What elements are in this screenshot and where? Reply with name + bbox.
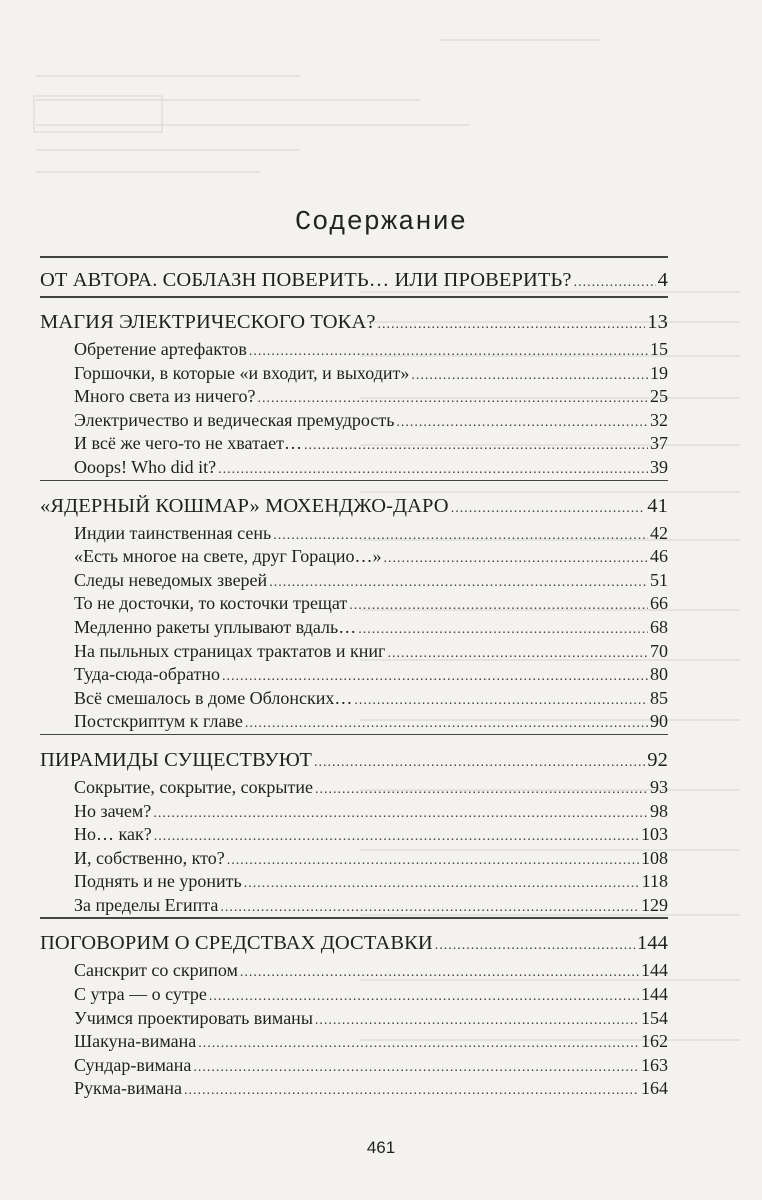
dot-leader [245, 712, 648, 736]
toc-section-entry [40, 456, 668, 480]
toc-entry-page: 162 [641, 1031, 668, 1052]
chapter-separator [40, 917, 668, 927]
toc-entry-page: 144 [641, 960, 668, 981]
toc-section-entry [40, 823, 668, 847]
toc-entry-title: На пыльных страницах трактатов и книг [74, 640, 386, 661]
chapter-separator [40, 480, 668, 490]
toc-chapter-entry [40, 490, 668, 522]
toc-section-entry [40, 338, 668, 362]
separator-rule [40, 256, 668, 258]
toc-entry-title: Рукма-вимана [74, 1078, 183, 1099]
toc-section-entry [40, 432, 668, 456]
toc-entry-title: Поднять и не уронить [74, 871, 242, 892]
toc-entry-title: ОТ АВТОРА. СОБЛАЗН ПОВЕРИТЬ… ИЛИ ПРОВЕРИТЬ? [40, 269, 572, 291]
dot-leader [383, 547, 648, 571]
toc-entry-title: Ooops! Who did it? [74, 456, 217, 477]
toc-section-entry [40, 894, 668, 918]
dot-leader [154, 825, 639, 849]
toc-section-entry [40, 640, 668, 664]
dot-leader [315, 1009, 639, 1033]
toc-entry-title: То не досточки, то косточки трещат [74, 593, 348, 614]
toc-entry-page: 92 [647, 748, 668, 771]
toc-section-entry [40, 1030, 668, 1054]
dot-leader [249, 340, 648, 364]
dot-leader [574, 267, 656, 299]
dot-leader [227, 849, 639, 873]
toc-entry-page: 66 [650, 593, 668, 614]
toc-entry-page: 4 [657, 269, 668, 291]
dot-leader [354, 689, 648, 713]
toc-entry-page: 46 [650, 546, 668, 567]
dot-leader [269, 571, 648, 595]
toc-entry-title: ПОГОВОРИМ О СРЕДСТВАХ ДОСТАВКИ [40, 932, 433, 955]
toc-section-entry [40, 569, 668, 593]
toc-chapter-entry [40, 306, 668, 338]
toc-entry-title: Медленно ракеты уплывают вдаль… [74, 616, 357, 637]
toc-entry-page: 15 [650, 339, 668, 359]
toc-entry-page: 98 [650, 800, 668, 821]
toc-entry-title: Индии таинственная сень [74, 522, 272, 543]
page-number: 461 [366, 1138, 396, 1157]
toc-entry-page: 68 [650, 616, 668, 637]
dot-leader [240, 961, 639, 985]
toc-entry-title: Сундар-вимана [74, 1054, 192, 1075]
toc-entry-page: 103 [641, 824, 668, 845]
toc-entry-title: И всё же чего-то не хватает… [74, 433, 302, 454]
toc-section-entry [40, 847, 668, 871]
toc-section-entry [40, 663, 668, 687]
toc-entry-page: 25 [650, 386, 668, 407]
chapter-separator [40, 296, 668, 306]
toc-entry-title: Постскриптум к главе [74, 711, 243, 732]
separator-rule [40, 917, 668, 919]
toc-entry-title: Много света из ничего? [74, 386, 256, 407]
toc-section-entry [40, 545, 668, 569]
dot-leader [258, 387, 649, 411]
toc-section-entry [40, 687, 668, 711]
toc-title: Содержание [294, 208, 468, 238]
toc-entry-page: 42 [650, 522, 668, 543]
toc-chapter-entry [40, 927, 668, 959]
toc-entry-title: «ЯДЕРНЫЙ КОШМАР» МОХЕНДЖО-ДАРО [40, 494, 449, 517]
separator-rule [40, 296, 668, 298]
toc-section-entry [40, 522, 668, 546]
toc-entry-title: Туда-сюда-обратно [74, 664, 220, 685]
toc-entry-page: 80 [650, 664, 668, 685]
toc-chapter-entry [40, 744, 668, 776]
toc-section-entry [40, 959, 668, 983]
dot-leader [153, 802, 648, 826]
toc-section-entry [40, 870, 668, 894]
toc-entry-title: Следы неведомых зверей [74, 569, 268, 590]
toc-entry-title: Всё смешалось в доме Облонских… [74, 687, 353, 708]
toc-entry-title: «Есть многое на свете, друг Горацио…» [74, 546, 382, 567]
toc-entry-page: 144 [636, 932, 668, 955]
toc-section-entry [40, 1077, 668, 1101]
toc-entry-title: Санскрит со скрипом [74, 960, 238, 981]
dot-leader [349, 594, 648, 618]
toc-entry-page: 13 [647, 311, 668, 333]
dot-leader [387, 642, 648, 666]
toc-chapter-entry [40, 264, 668, 296]
toc-entry-title: Обретение артефактов [74, 339, 247, 359]
toc-entry-title: МАГИЯ ЭЛЕКТРИЧЕСКОГО ТОКА? [40, 311, 376, 333]
toc-section-entry [40, 800, 668, 824]
dot-leader [378, 309, 646, 341]
toc-entry-page: 37 [650, 433, 668, 454]
dot-leader [209, 985, 639, 1009]
toc-entry-page: 129 [641, 894, 668, 915]
toc-entry-title: Но… как? [74, 824, 152, 845]
toc-entry-page: 70 [650, 640, 668, 661]
toc-entry-page: 41 [647, 494, 668, 517]
toc-entry-page: 32 [650, 409, 668, 430]
dot-leader [222, 665, 648, 689]
toc-entry-title: И, собственно, кто? [74, 847, 225, 868]
toc-entry-title: Учимся проектировать виманы [74, 1007, 313, 1028]
table-of-contents [40, 256, 668, 1101]
toc-entry-title: Горшочки, в которые «и входит, и выходит» [74, 362, 410, 383]
toc-section-entry [40, 983, 668, 1007]
dot-leader [304, 434, 648, 458]
toc-section-entry [40, 710, 668, 734]
dot-leader [396, 411, 648, 435]
toc-entry-page: 90 [650, 711, 668, 732]
toc-entry-page: 163 [641, 1054, 668, 1075]
dot-leader [315, 778, 648, 802]
toc-entry-page: 154 [641, 1007, 668, 1028]
toc-section-entry [40, 616, 668, 640]
dot-leader [273, 524, 648, 548]
toc-entry-title: С утра — о сутре [74, 984, 207, 1005]
toc-entry-page: 51 [650, 569, 668, 590]
toc-entry-page: 144 [641, 984, 668, 1005]
toc-entry-title: ПИРАМИДЫ СУЩЕСТВУЮТ [40, 748, 313, 771]
toc-entry-page: 85 [650, 687, 668, 708]
dot-leader [184, 1079, 639, 1103]
dot-leader [314, 747, 645, 779]
toc-entry-page: 164 [641, 1078, 668, 1099]
dot-leader [358, 618, 648, 642]
toc-section-entry [40, 1007, 668, 1031]
chapter-separator [40, 734, 668, 744]
toc-entry-title: Но зачем? [74, 800, 152, 821]
toc-section-entry [40, 1054, 668, 1078]
dot-leader [218, 458, 648, 482]
toc-section-entry [40, 385, 668, 409]
toc-entry-page: 118 [641, 871, 668, 892]
chapter-separator [40, 256, 668, 264]
toc-section-entry [40, 592, 668, 616]
toc-entry-title: Шакуна-вимана [74, 1031, 197, 1052]
toc-section-entry [40, 409, 668, 433]
toc-entry-page: 108 [641, 847, 668, 868]
toc-entry-title: Электричество и ведическая премудрость [74, 409, 395, 430]
toc-section-entry [40, 776, 668, 800]
dot-leader [193, 1056, 639, 1080]
toc-entry-page: 93 [650, 776, 668, 797]
dot-leader [411, 364, 648, 388]
dot-leader [244, 872, 640, 896]
toc-section-entry [40, 362, 668, 386]
dot-leader [451, 493, 646, 525]
toc-entry-title: За пределы Египта [74, 894, 219, 915]
dot-leader [220, 896, 639, 920]
toc-entry-page: 19 [650, 362, 668, 383]
separator-rule [40, 480, 668, 482]
separator-rule [40, 734, 668, 736]
toc-entry-title: Сокрытие, сокрытие, сокрытие [74, 776, 313, 797]
dot-leader [198, 1032, 639, 1056]
dot-leader [435, 930, 635, 962]
toc-entry-page: 39 [650, 456, 668, 477]
